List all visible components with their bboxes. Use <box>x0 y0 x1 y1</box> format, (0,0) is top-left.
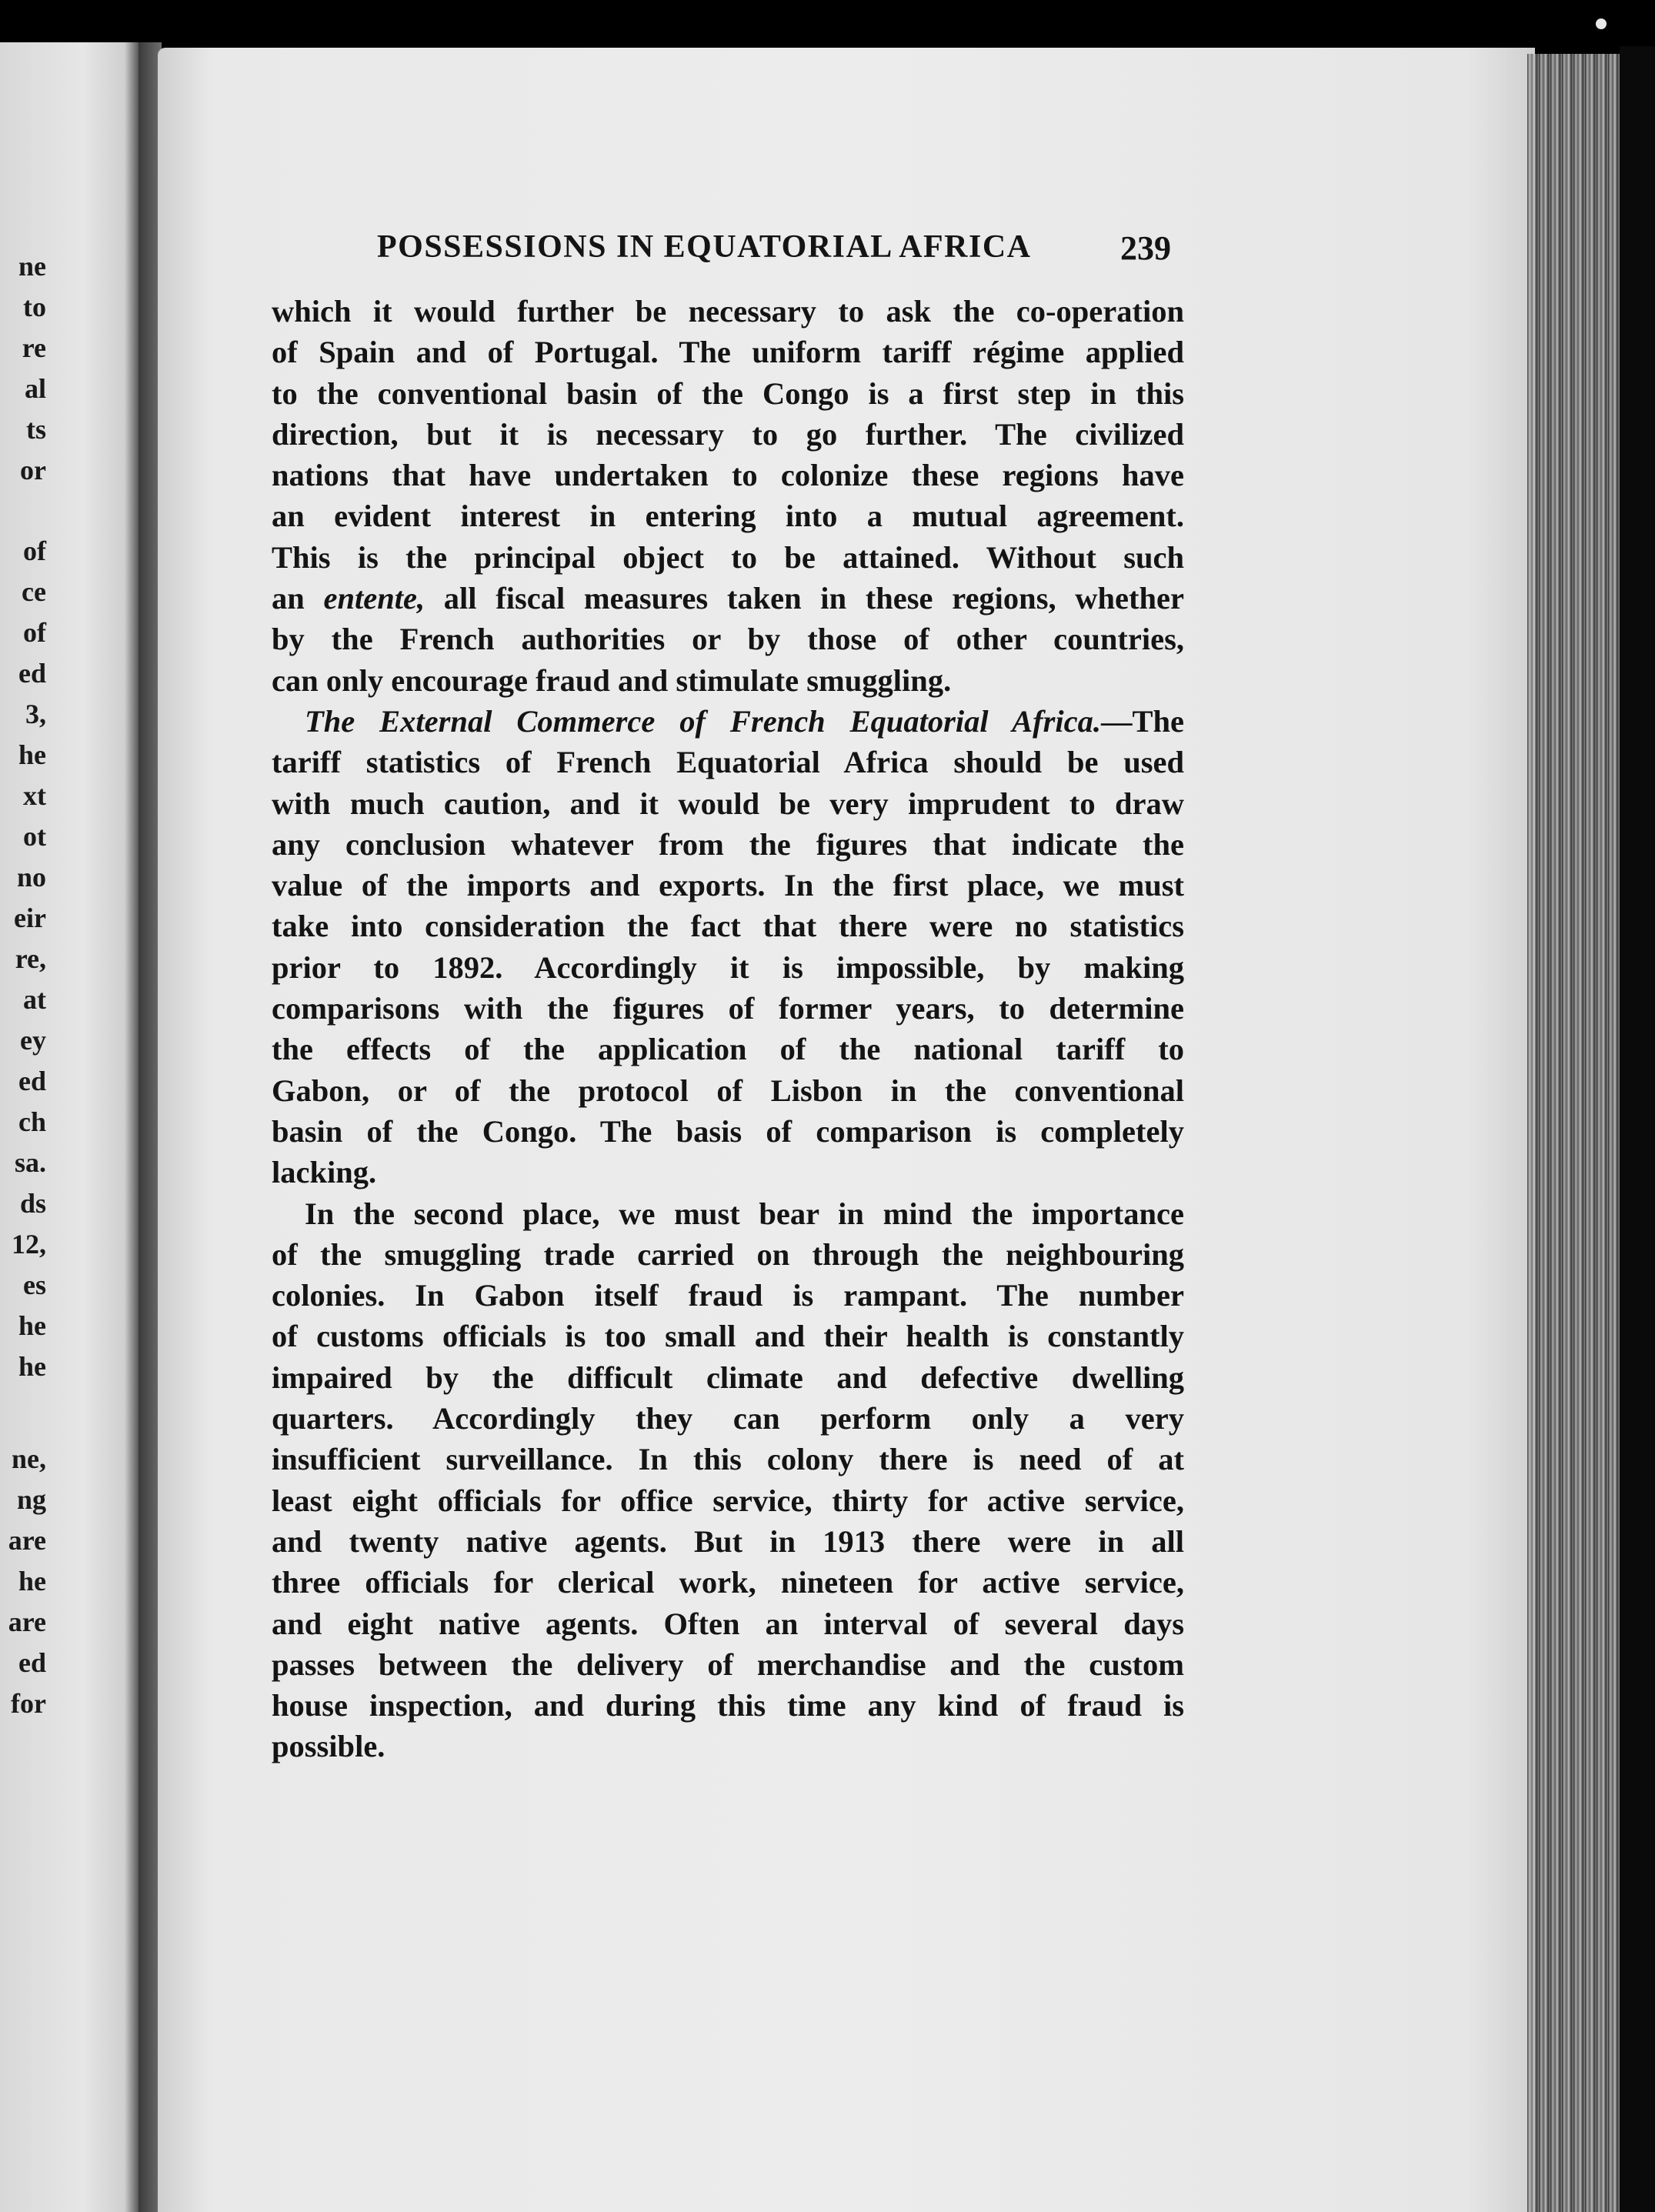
previous-page-fragment: eir <box>14 902 46 933</box>
page-edges-stack <box>1527 54 1620 2212</box>
text-line: to the conventional basin of the Congo is a first step in this <box>272 375 1184 411</box>
previous-page-fragment: ne, <box>12 1443 46 1474</box>
previous-page-fragment: ed <box>18 1647 46 1678</box>
previous-page-fragment: ed <box>18 658 46 689</box>
background-edge <box>1620 46 1655 2212</box>
text-line: of customs officials is too small and their health is constantly <box>272 1319 1184 1354</box>
previous-page-fragment: ds <box>19 1188 46 1219</box>
text-line: impaired by the difficult climate and defective dwelling <box>272 1360 1184 1395</box>
previous-page-fragment: ce <box>22 576 46 607</box>
text-line: possible. <box>272 1729 385 1764</box>
text-line: prior to 1892. Accordingly it is impossible, by making <box>272 949 1184 985</box>
previous-page-fragment: ot <box>23 821 46 852</box>
previous-page-fragment: 12, <box>12 1229 46 1259</box>
text-fragment: —The <box>1100 703 1184 739</box>
previous-page-fragment: he <box>18 739 46 770</box>
previous-page-fragment: xt <box>23 780 46 811</box>
text-line: by the French authorities or by those of other countries, <box>272 622 1184 657</box>
previous-page-fragment: ts <box>26 414 46 445</box>
text-line: quarters. Accordingly they can perform only a very <box>272 1401 1184 1436</box>
previous-page-fragment: ng <box>16 1484 46 1515</box>
previous-page-fragment: he <box>18 1566 46 1596</box>
text-line: direction, but it is necessary to go further. The civilized <box>272 416 1184 452</box>
text-line: insufficient surveillance. In this colony there is need of at <box>272 1442 1184 1477</box>
page-number: 239 <box>1120 229 1171 267</box>
text-line: lacking. <box>272 1155 377 1190</box>
scan-artifact-dot <box>1596 18 1607 29</box>
previous-page-fragment: for <box>11 1688 46 1719</box>
text-line: passes between the delivery of merchandise and the custom <box>272 1646 1184 1682</box>
previous-page-fragment: or <box>20 455 46 485</box>
previous-page-fragment: he <box>18 1310 46 1341</box>
text-line: can only encourage fraud and stimulate smuggling. <box>272 662 952 698</box>
text-line: nations that have undertaken to colonize these regions have <box>272 458 1184 493</box>
text-line: colonies. In Gabon itself fraud is rampant. The number <box>272 1278 1184 1313</box>
running-head-title: POSSESSIONS IN EQUATORIAL AFRICA <box>377 229 1032 265</box>
text-line: This is the principal object to be attained. Without such <box>272 539 1184 575</box>
previous-page-fragment: no <box>16 862 46 892</box>
text-line: of the smuggling trade carried on through the neighbouring <box>272 1236 1184 1272</box>
previous-page-fragment: ne <box>18 251 46 282</box>
text-line: value of the imports and exports. In the first place, we must <box>272 868 1184 903</box>
previous-page-fragment: al <box>24 373 46 404</box>
text-line: Gabon, or of the protocol of Lisbon in the conventional <box>272 1073 1184 1108</box>
previous-page-fragment: of <box>23 617 46 648</box>
previous-page-fragment: ch <box>18 1106 46 1137</box>
section-heading: The External Commerce of French Equatorial Africa. <box>305 703 1101 739</box>
text-line: with much caution, and it would be very imprudent to draw <box>272 786 1184 821</box>
previous-page-fragment: sa. <box>14 1147 46 1178</box>
previous-page-fragment: are <box>8 1606 46 1637</box>
text-line: house inspection, and during this time any kind of fraud is <box>272 1688 1184 1723</box>
text-line: and eight native agents. Often an interval of several days <box>272 1606 1184 1641</box>
previous-page-fragment: re <box>22 332 46 363</box>
previous-page-fragment: of <box>23 535 46 566</box>
previous-page-fragment: to <box>23 292 46 322</box>
previous-page-fragment: are <box>8 1525 46 1556</box>
text-line: an evident interest in entering into a mutual agreement. <box>272 499 1184 534</box>
previous-page-fragment: es <box>23 1269 46 1300</box>
text-line: In the second place, we must bear in mind the importance <box>305 1196 1184 1231</box>
text-line: the effects of the application of the national tariff to <box>272 1032 1184 1067</box>
body-text <box>272 291 1184 1767</box>
italic-term: entente, <box>323 581 425 616</box>
text-line: three officials for clerical work, nineteen for active service, <box>272 1565 1184 1600</box>
previous-page-fragment: ey <box>20 1025 46 1056</box>
text-line: of Spain and of Portugal. The uniform tariff régime applied <box>272 335 1184 370</box>
previous-page-fragment: at <box>23 984 46 1015</box>
text-line <box>272 578 1184 619</box>
text-line: any conclusion whatever from the figures that indicate the <box>272 826 1184 862</box>
text-line: take into consideration the fact that there were no statistics <box>272 909 1184 944</box>
text-line: basin of the Congo. The basis of comparison is completely <box>272 1113 1184 1149</box>
previous-page-fragment: re, <box>15 943 46 974</box>
text-line: which it would further be necessary to ask the co-operation <box>272 294 1184 329</box>
previous-page-fragment: he <box>18 1351 46 1382</box>
previous-page-fragment: ed <box>18 1066 46 1096</box>
previous-page-fragment: 3, <box>25 699 46 729</box>
text-line: least eight officials for office service, thirty for active service, <box>272 1483 1184 1518</box>
previous-page-edge <box>0 42 138 2212</box>
text-line: tariff statistics of French Equatorial Africa should be used <box>272 745 1184 780</box>
text-fragment: all fiscal measures taken in these regions, whether <box>443 581 1184 616</box>
text-line: comparisons with the figures of former years, to determine <box>272 991 1184 1026</box>
section-heading-line <box>272 701 1184 742</box>
text-line: and twenty native agents. But in 1913 there were in all <box>272 1523 1184 1559</box>
text-fragment: an <box>272 581 305 616</box>
